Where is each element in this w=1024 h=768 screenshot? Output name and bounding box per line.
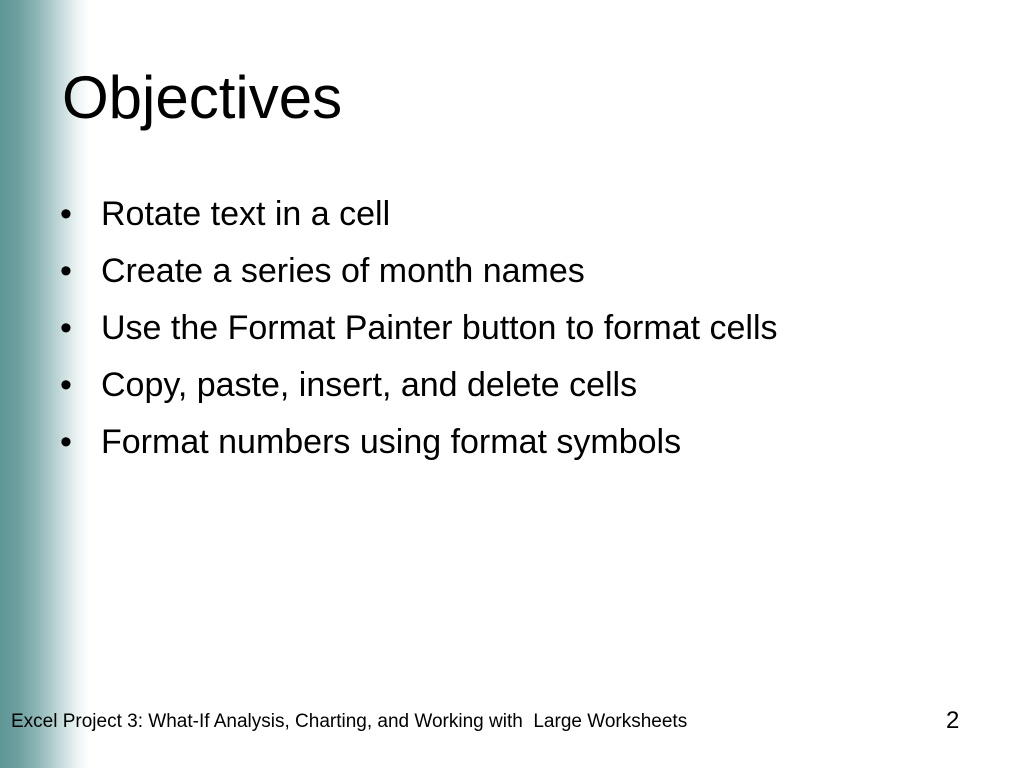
bullet-item-month-series: • Create a series of month names	[60, 243, 778, 300]
slide-title: Objectives	[62, 64, 343, 131]
bullet-item-rotate-text: • Rotate text in a cell	[60, 186, 778, 243]
bullet-item-copy-paste: • Copy, paste, insert, and delete cells	[60, 357, 778, 414]
bullet-item-format-numbers: • Format numbers using format symbols	[60, 414, 778, 471]
slide-footer: Excel Project 3: What-If Analysis, Charting, and Working with Large Worksheets	[11, 711, 688, 732]
bullet-item-format-painter: • Use the Format Painter button to format cells	[60, 300, 778, 357]
bullet-list	[60, 186, 778, 471]
page-number: 2	[946, 707, 960, 734]
